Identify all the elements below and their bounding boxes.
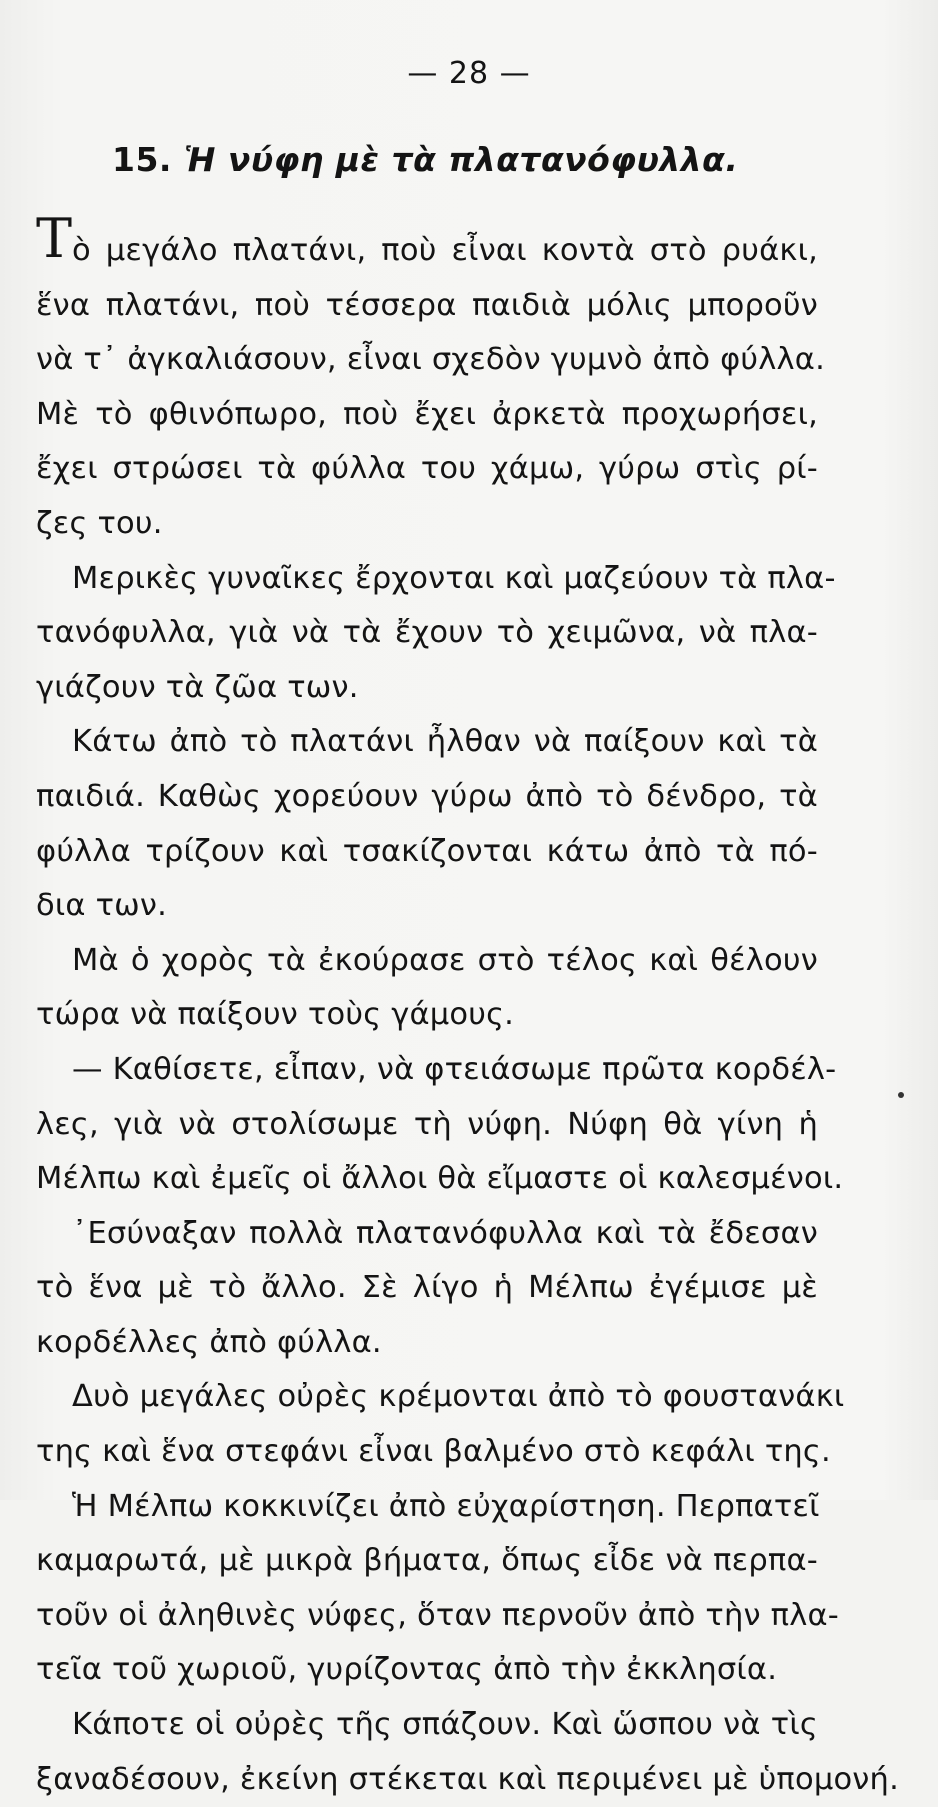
chapter-title	[112, 140, 738, 179]
text-line: ὸ μεγάλο πλατάνι, ποὺ εἶναι κοντὰ στὸ ρυάκι,	[72, 233, 818, 268]
page-number: — 28 —	[407, 56, 531, 91]
chapter-number: 15.	[112, 140, 172, 179]
text-line: λες, γιὰ νὰ στολίσωμε τὴ νύφη. Νύφη θὰ γίνη ἡ	[36, 1106, 818, 1142]
text-line: δια των.	[36, 888, 168, 924]
text-line: της καὶ ἕνα στεφάνι εἶναι βαλμένο στὸ κεφάλι της.	[36, 1434, 831, 1470]
body-text	[36, 224, 899, 1807]
text-line: ζες του.	[36, 505, 163, 541]
text-line: τοῦν οἱ ἀληθινὲς νύφες, ὅταν περνοῦν ἀπὸ τὴν πλα-	[36, 1597, 839, 1633]
chapter-title-text: Ἡ νύφη μὲ τὰ πλατανόφυλλα.	[183, 140, 739, 179]
text-line: γιάζουν τὰ ζῶα των.	[36, 669, 359, 705]
text-line: ξαναδέσουν, ἐκείνη στέκεται καὶ περιμένει μὲ ὑπομονή.	[36, 1761, 899, 1797]
text-line: Μὲ τὸ φθινόπωρο, ποὺ ἔχει ἀρκετὰ προχωρήσει,	[36, 396, 818, 432]
text-line: τώρα νὰ παίξουν τοὺς γάμους.	[36, 997, 515, 1033]
text-line: Δυὸ μεγάλες οὐρὲς κρέμονται ἀπὸ τὸ φουστανάκι	[72, 1379, 845, 1415]
text-line: Κάτω ἀπὸ τὸ πλατάνι ἦλθαν νὰ παίξουν καὶ τὰ	[72, 724, 818, 760]
text-line: παιδιά. Καθὼς χορεύουν γύρω ἀπὸ τὸ δένδρο, τὰ	[36, 778, 818, 814]
text-line: ἕνα πλατάνι, ποὺ τέσσερα παιδιὰ μόλις μποροῦν	[36, 287, 818, 323]
drop-cap: Τ	[36, 207, 73, 270]
text-line: Μέλπω καὶ ἐμεῖς οἱ ἄλλοι θὰ εἴμαστε οἱ καλεσμένοι.	[36, 1161, 844, 1197]
text-line: Μερικὲς γυναῖκες ἔρχονται καὶ μαζεύουν τὰ πλα-	[72, 560, 836, 596]
text-line: ᾽Εσύναξαν πολλὰ πλατανόφυλλα καὶ τὰ ἔδεσαν	[72, 1215, 818, 1251]
ink-speck	[898, 1092, 904, 1098]
text-line: — Καθίσετε, εἶπαν, νὰ φτειάσωμε πρῶτα κορδέλ-	[72, 1051, 837, 1087]
text-line: νὰ τ᾽ ἀγκαλιάσουν, εἶναι σχεδὸν γυμνὸ ἀπὸ φύλλα.	[36, 342, 825, 378]
text-line: τὸ ἕνα μὲ τὸ ἄλλο. Σὲ λίγο ἡ Μέλπω ἐγέμισε μὲ	[36, 1270, 818, 1306]
text-line: κορδέλλες ἀπὸ φύλλα.	[36, 1324, 382, 1360]
text-line: Ἡ Μέλπω κοκκινίζει ἀπὸ εὐχαρίστηση. Περπατεῖ	[72, 1488, 820, 1524]
text-line: καμαρωτά, μὲ μικρὰ βήματα, ὅπως εἶδε νὰ περπα-	[36, 1543, 818, 1579]
text-line: τανόφυλλα, γιὰ νὰ τὰ ἔχουν τὸ χειμῶνα, νὰ πλα-	[36, 615, 818, 651]
text-line: Κάποτε οἱ οὐρὲς τῆς σπάζουν. Καὶ ὥσπου νὰ τὶς	[72, 1707, 818, 1743]
text-line: τεῖα τοῦ χωριοῦ, γυρίζοντας ἀπὸ τὴν ἐκκλησία.	[36, 1652, 778, 1688]
text-line: ἔχει στρώσει τὰ φύλλα του χάμω, γύρω στὶς ρί-	[36, 451, 818, 487]
bleed-through-text	[60, 100, 70, 135]
text-line: φύλλα τρίζουν καὶ τσακίζονται κάτω ἀπὸ τὰ πό-	[36, 833, 818, 869]
text-line: Μὰ ὁ χορὸς τὰ ἐκούρασε στὸ τέλος καὶ θέλουν	[72, 942, 818, 978]
